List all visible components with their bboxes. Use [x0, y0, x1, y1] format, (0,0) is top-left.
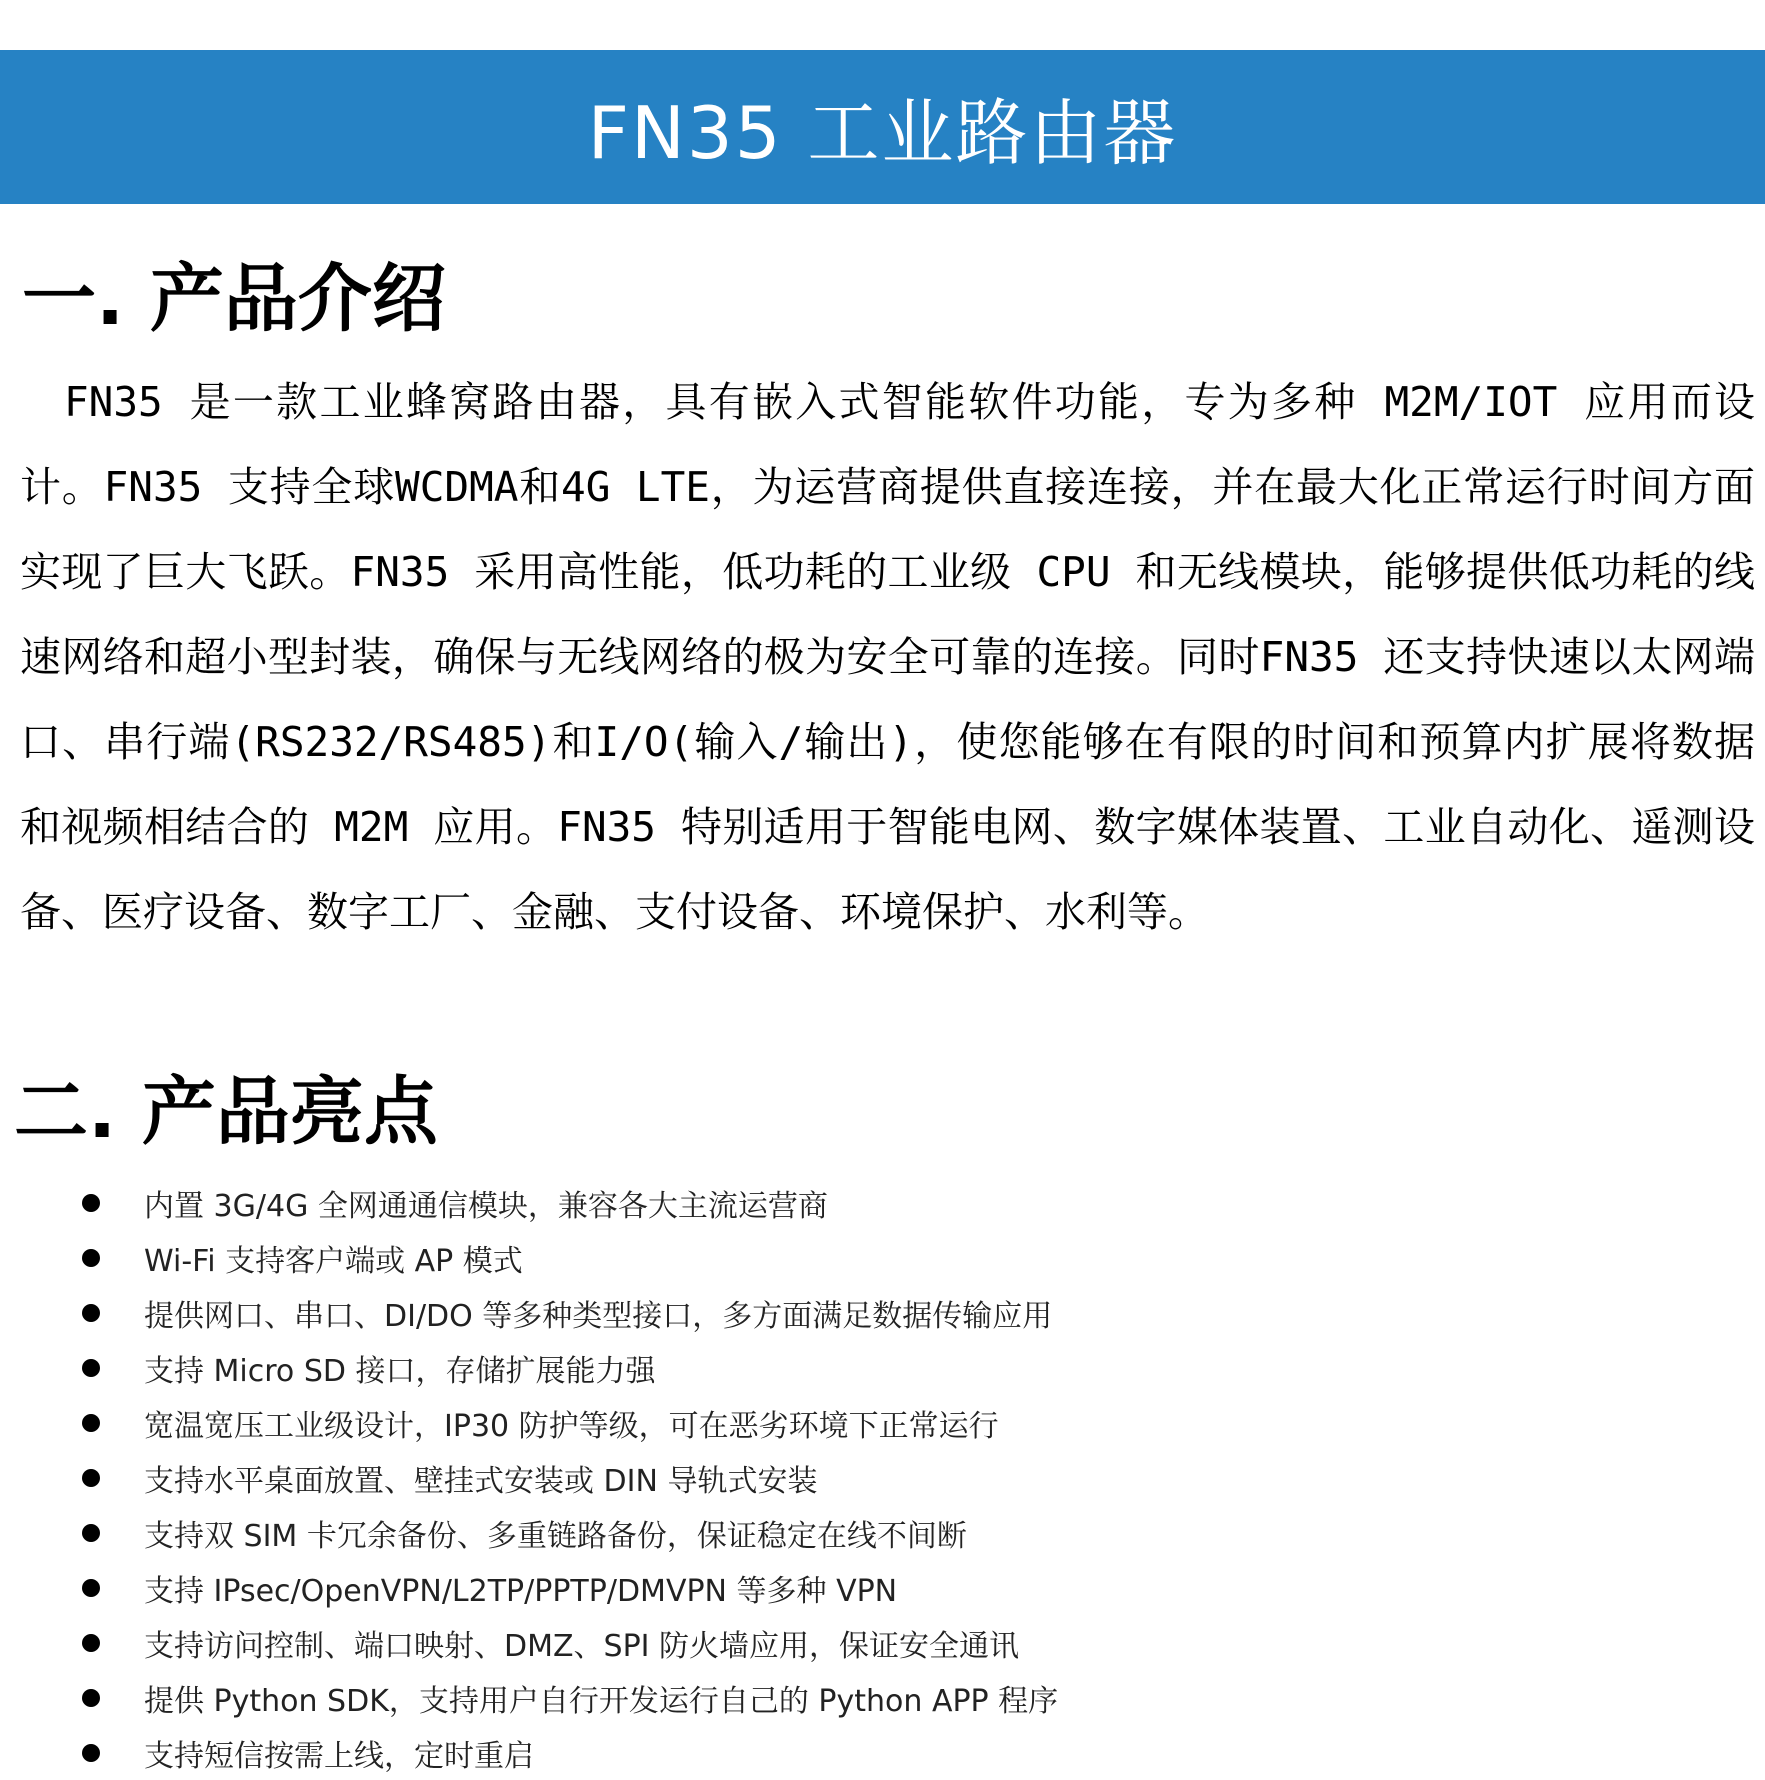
list-item — [72, 1560, 1722, 1615]
bullet-icon — [82, 1579, 100, 1597]
list-item — [72, 1615, 1722, 1670]
bullet-icon — [82, 1634, 100, 1652]
list-item — [72, 1230, 1722, 1285]
bullet-icon — [82, 1194, 100, 1212]
list-item-text: 支持访问控制、端口映射、DMZ、SPI 防火墙应用，保证安全通讯 — [144, 1628, 1020, 1664]
highlights-list — [72, 1175, 1722, 1780]
list-item-text: 内置 3G/4G 全网通通信模块，兼容各大主流运营商 — [144, 1188, 828, 1224]
list-item — [72, 1340, 1722, 1395]
list-item-text: 支持水平桌面放置、壁挂式安装或 DIN 导轨式安装 — [144, 1463, 818, 1499]
list-item-text: 提供网口、串口、DI/DO 等多种类型接口，多方面满足数据传输应用 — [144, 1298, 1053, 1334]
list-item — [72, 1175, 1722, 1230]
list-item-text: Wi-Fi 支持客户端或 AP 模式 — [144, 1243, 523, 1279]
list-item-text: 提供 Python SDK，支持用户自行开发运行自己的 Python APP 程序 — [144, 1683, 1059, 1719]
list-item — [72, 1450, 1722, 1505]
list-item — [72, 1505, 1722, 1560]
bullet-icon — [82, 1414, 100, 1432]
section-heading-intro: 一. 产品介绍 — [22, 256, 446, 342]
title-banner — [0, 50, 1765, 204]
page-title: FN35 工业路由器 — [587, 91, 1178, 175]
bullet-icon — [82, 1689, 100, 1707]
bullet-icon — [82, 1469, 100, 1487]
list-item-text: 支持 Micro SD 接口，存储扩展能力强 — [144, 1353, 656, 1389]
list-item-text: 支持双 SIM 卡冗余备份、多重链路备份，保证稳定在线不间断 — [144, 1518, 967, 1554]
list-item — [72, 1670, 1722, 1725]
bullet-icon — [82, 1249, 100, 1267]
list-item-text: 支持短信按需上线，定时重启 — [144, 1738, 534, 1774]
list-item — [72, 1395, 1722, 1450]
bullet-icon — [82, 1524, 100, 1542]
bullet-icon — [82, 1304, 100, 1322]
section-heading-highlights: 二. 产品亮点 — [14, 1069, 438, 1155]
intro-paragraph: FN35 是一款工业蜂窝路由器，具有嵌入式智能软件功能，专为多种 M2M/IOT 应用而设计。FN35 支持全球WCDMA和4G LTE，为运营商提供直接连接，并在最大化正常运行时间方面实现了巨大飞跃。FN35 采用高性能，低功耗的工业级 CPU 和无线模块，能够提供低功耗的线速网络和超小型封装，确保与无线网络的极为安全可靠的连接。同时FN35 还支持快速以太网端口、串行端(RS232/RS485)和I/O(输入/输出)，使您能够在有限的时间和预算内扩展将数据和视频相结合的 M2M 应用。FN35 特别适用于智能电网、数字媒体装置、工业自动化、遥测设备、医疗设备、数字工厂、金融、支付设备、环境保护、水利等。 — [20, 378, 1755, 936]
bullet-icon — [82, 1359, 100, 1377]
list-item-text: 支持 IPsec/OpenVPN/L2TP/PPTP/DMVPN 等多种 VPN — [144, 1573, 898, 1609]
list-item — [72, 1285, 1722, 1340]
bullet-icon — [82, 1744, 100, 1762]
list-item-text: 宽温宽压工业级设计，IP30 防护等级，可在恶劣环境下正常运行 — [144, 1408, 999, 1444]
